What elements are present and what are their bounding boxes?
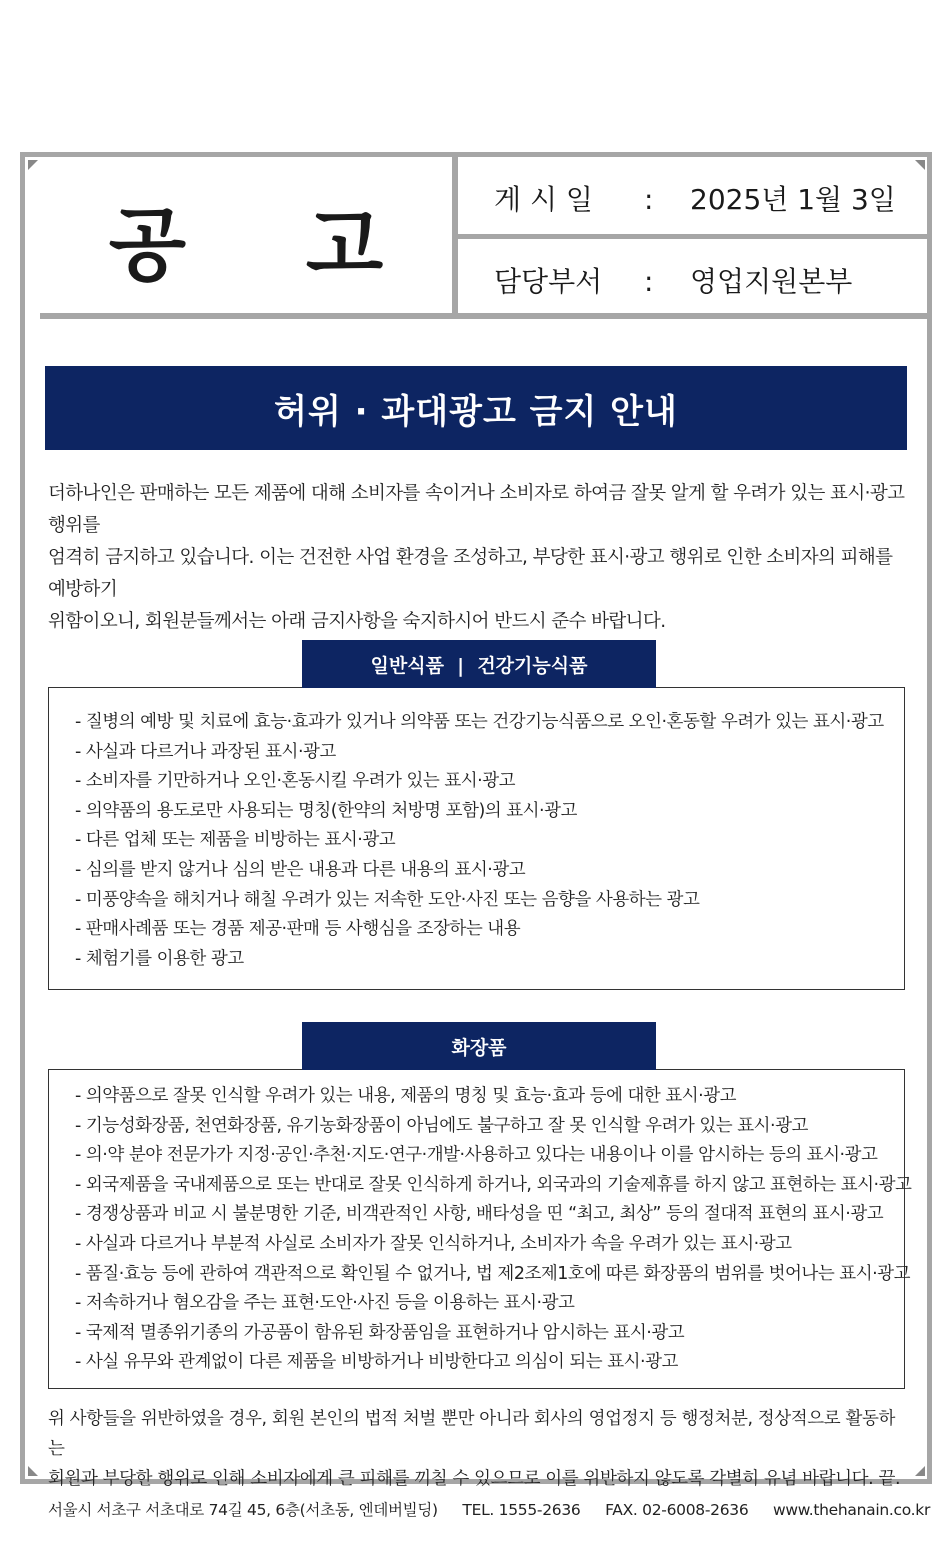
intro-paragraph <box>48 478 908 638</box>
footer-website-link[interactable]: www.thehanain.co.kr <box>773 1501 931 1519</box>
dept-value: 영업지원본부 <box>690 265 853 298</box>
intro-line: 엄격히 금지하고 있습니다. 이는 건전한 사업 환경을 조성하고, 부당한 표시·광고 행위로 인한 소비자의 피해를 예방하기 <box>48 547 893 600</box>
title-banner: 허위 · 과대광고 금지 안내 <box>45 366 907 450</box>
section-tab-cosmetics: 화장품 <box>302 1022 656 1070</box>
list-item: - 품질·효능 등에 관하여 객관적으로 확인될 수 없거나, 법 제2조제1호에 따른 화장품의 범위를 벗어나는 표시·광고 <box>75 1260 904 1290</box>
list-item: - 판매사례품 또는 경품 제공·판매 등 사행심을 조장하는 내용 <box>75 915 904 945</box>
list-item: - 경쟁상품과 비교 시 불분명한 기준, 비객관적인 사항, 배타성을 띤 “최고, 최상” 등의 절대적 표현의 표시·광고 <box>75 1200 904 1230</box>
list-item: - 미풍양속을 해치거나 해칠 우려가 있는 저속한 도안·사진 또는 음향을 사용하는 광고 <box>75 886 904 916</box>
list-item: - 다른 업체 또는 제품을 비방하는 표시·광고 <box>75 826 904 856</box>
intro-line: 위함이오니, 회원분들께서는 아래 금지사항을 숙지하시어 반드시 준수 바랍니다. <box>48 611 666 632</box>
list-item: - 사실 유무와 관계없이 다른 제품을 비방하거나 비방한다고 의심이 되는 표시·광고 <box>75 1348 904 1378</box>
footer-fax: FAX. 02-6008-2636 <box>605 1501 749 1519</box>
frame-corner <box>28 160 38 170</box>
list-item: - 기능성화장품, 천연화장품, 유기농화장품이 아님에도 불구하고 잘 못 인식할 우려가 있는 표시·광고 <box>75 1112 904 1142</box>
food-rule-list <box>75 708 904 974</box>
list-item: - 국제적 멸종위기종의 가공품이 함유된 화장품임을 표현하거나 암시하는 표시·광고 <box>75 1319 904 1349</box>
cosmetics-rule-list <box>75 1082 912 1378</box>
dept-sep: : <box>644 265 654 298</box>
dept-label: 담당부서 <box>494 265 603 298</box>
posted-sep: : <box>644 183 654 216</box>
frame-corner <box>28 1466 38 1476</box>
section-box-cosmetics <box>48 1069 912 1389</box>
list-item: - 사실과 다르거나 과장된 표시·광고 <box>75 738 904 768</box>
header-divider <box>40 313 927 319</box>
list-item: - 소비자를 기만하거나 오인·혼동시킬 우려가 있는 표시·광고 <box>75 767 904 797</box>
list-item: - 의약품으로 잘못 인식할 우려가 있는 내용, 제품의 명칭 및 효능·효과 등에 대한 표시·광고 <box>75 1082 904 1112</box>
posted-label: 게 시 일 <box>494 183 593 216</box>
list-item: - 질병의 예방 및 치료에 효능·효과가 있거나 의약품 또는 건강기능식품으로 오인·혼동할 우려가 있는 표시·광고 <box>75 708 904 738</box>
list-item: - 외국제품을 국내제품으로 또는 반대로 잘못 인식하게 하거나, 외국과의 기술제휴를 하지 않고 표현하는 표시·광고 <box>75 1171 904 1201</box>
footer-address: 서울시 서초구 서초대로 74길 45, 6층(서초동, 엔데버빌딩) <box>48 1501 438 1519</box>
department-row <box>494 260 852 300</box>
section-box-food <box>48 687 905 990</box>
list-item: - 의·약 분야 전문가가 지정·공인·추천·지도·연구·개발·사용하고 있다는 내용이나 이를 암시하는 등의 표시·광고 <box>75 1141 904 1171</box>
notice-title: 공 고 <box>108 198 430 292</box>
list-item: - 사실과 다르거나 부분적 사실로 소비자가 잘못 인식하거나, 소비자가 속을 우려가 있는 표시·광고 <box>75 1230 904 1260</box>
header-divider <box>458 234 927 239</box>
posted-date-row <box>494 178 896 218</box>
section-tab-food: 일반식품 | 건강기능식품 <box>302 640 656 688</box>
posted-value: 2025년 1월 3일 <box>690 183 896 216</box>
frame-corner <box>915 1466 925 1476</box>
list-item: - 체험기를 이용한 광고 <box>75 945 904 975</box>
list-item: - 의약품의 용도로만 사용되는 명칭(한약의 처방명 포함)의 표시·광고 <box>75 797 904 827</box>
closing-line: 회원과 부당한 행위로 인해 소비자에게 큰 피해를 끼칠 수 있으므로 이를 위반하지 않도록 각별히 유념 바랍니다. 끝. <box>48 1469 901 1489</box>
footer <box>48 1498 931 1520</box>
intro-line: 더하나인은 판매하는 모든 제품에 대해 소비자를 속이거나 소비자로 하여금 잘못 알게 할 우려가 있는 표시·광고 행위를 <box>48 483 905 536</box>
footer-tel: TEL. 1555-2636 <box>462 1501 581 1519</box>
closing-line: 위 사항들을 위반하였을 경우, 회원 본인의 법적 처벌 뿐만 아니라 회사의 영업정지 등 행정처분, 정상적으로 활동하는 <box>48 1409 895 1459</box>
list-item: - 저속하거나 혐오감을 주는 표현·도안·사진 등을 이용하는 표시·광고 <box>75 1289 904 1319</box>
list-item: - 심의를 받지 않거나 심의 받은 내용과 다른 내용의 표시·광고 <box>75 856 904 886</box>
closing-paragraph <box>48 1404 908 1494</box>
frame-corner <box>915 160 925 170</box>
